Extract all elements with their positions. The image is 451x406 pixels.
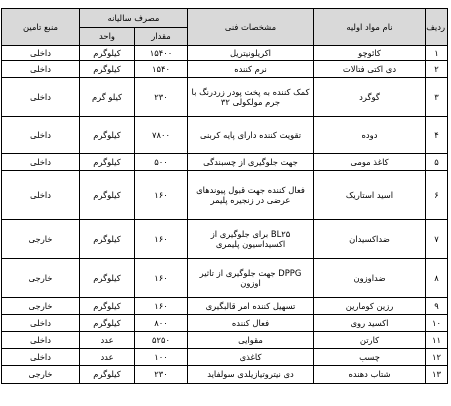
header-unit: واحد — [80, 28, 135, 46]
technical-spec: نرم کننده — [188, 61, 314, 78]
technical-spec: کمک کننده به پخت پودر زردرنگ با جرم مولکولی ۳۲ — [188, 78, 314, 117]
row-number: ۱۱ — [426, 332, 448, 349]
material-name: شتاب دهنده — [314, 366, 426, 384]
amount: ۱۰۰ — [135, 349, 188, 366]
unit: کیلوگرم — [80, 171, 135, 220]
material-name: اسید استاریک — [314, 171, 426, 220]
row-number: ۲ — [426, 61, 448, 78]
header-row-number: ردیف — [426, 9, 448, 46]
unit: عدد — [80, 332, 135, 349]
table-row — [2, 154, 448, 171]
amount: ۲۳۰ — [135, 366, 188, 384]
technical-spec: تسهیل کننده امر قالبگیری — [188, 298, 314, 315]
table-row — [2, 366, 448, 384]
row-number: ۵ — [426, 154, 448, 171]
supply-source: خارجی — [2, 366, 80, 384]
material-name: گوگرد — [314, 78, 426, 117]
supply-source: خارجی — [2, 220, 80, 259]
technical-spec: جهت جلوگیری از چسبندگی — [188, 154, 314, 171]
table-row — [2, 117, 448, 154]
technical-spec: کاغذی — [188, 349, 314, 366]
amount: ۱۶۰ — [135, 171, 188, 220]
row-number: ۱۰ — [426, 315, 448, 332]
supply-source: داخلی — [2, 61, 80, 78]
supply-source: خارجی — [2, 298, 80, 315]
table-row — [2, 298, 448, 315]
unit: کیلوگرم — [80, 298, 135, 315]
row-number: ۳ — [426, 78, 448, 117]
raw-materials-table — [1, 8, 448, 384]
material-name: اکسید روی — [314, 315, 426, 332]
supply-source: داخلی — [2, 332, 80, 349]
row-number: ۹ — [426, 298, 448, 315]
header-annual-consumption: مصرف سالیانه — [80, 9, 188, 28]
header-material-name: نام مواد اولیه — [314, 9, 426, 46]
supply-source: داخلی — [2, 171, 80, 220]
unit: کیلوگرم — [80, 366, 135, 384]
unit: کیلوگرم — [80, 46, 135, 61]
header-supply-source: منبع تامین — [2, 9, 80, 46]
header-amount: مقدار — [135, 28, 188, 46]
row-number: ۱۲ — [426, 349, 448, 366]
table-row — [2, 332, 448, 349]
supply-source: داخلی — [2, 46, 80, 61]
unit: کیلوگرم — [80, 259, 135, 298]
row-number: ۸ — [426, 259, 448, 298]
row-number: ۱۳ — [426, 366, 448, 384]
unit: کیلوگرم — [80, 220, 135, 259]
amount: ۱۶۰ — [135, 259, 188, 298]
table-row — [2, 220, 448, 259]
table-row — [2, 61, 448, 78]
row-number: ۱ — [426, 46, 448, 61]
amount: ۱۶۰ — [135, 220, 188, 259]
unit: عدد — [80, 349, 135, 366]
supply-source: داخلی — [2, 78, 80, 117]
technical-spec: BL۲۵ برای جلوگیری از اکسیداسیون پلیمری — [188, 220, 314, 259]
row-number: ۷ — [426, 220, 448, 259]
row-number: ۴ — [426, 117, 448, 154]
amount: ۱۵۴۰ — [135, 61, 188, 78]
amount: ۱۶۰ — [135, 298, 188, 315]
supply-source: داخلی — [2, 315, 80, 332]
header-technical-spec: مشخصات فنی — [188, 9, 314, 46]
amount: ۷۸۰۰ — [135, 117, 188, 154]
amount: ۵۰۰ — [135, 154, 188, 171]
amount: ۱۵۴۰۰ — [135, 46, 188, 61]
unit: کیلوگرم — [80, 315, 135, 332]
technical-spec: اکریلونیتریل — [188, 46, 314, 61]
amount: ۲۳۰ — [135, 78, 188, 117]
material-name: کائوچو — [314, 46, 426, 61]
table-row — [2, 315, 448, 332]
technical-spec: تقویت کننده دارای پایه کربنی — [188, 117, 314, 154]
row-number: ۶ — [426, 171, 448, 220]
technical-spec: فعال کننده جهت قبول پیوندهای عرضی در زنجیره پلیمر — [188, 171, 314, 220]
amount: ۸۰۰ — [135, 315, 188, 332]
material-name: کاغذ مومی — [314, 154, 426, 171]
material-name: دی اکتی فتالات — [314, 61, 426, 78]
technical-spec: مقوایی — [188, 332, 314, 349]
table-row — [2, 46, 448, 61]
technical-spec: دی نیتروتیازیلدی سولفاید — [188, 366, 314, 384]
material-name: ضداوزون — [314, 259, 426, 298]
unit: کیلوگرم — [80, 61, 135, 78]
supply-source: داخلی — [2, 154, 80, 171]
material-name: کارتن — [314, 332, 426, 349]
amount: ۵۲۵۰ — [135, 332, 188, 349]
supply-source: خارجی — [2, 259, 80, 298]
table-row — [2, 259, 448, 298]
unit: کیلو گرم — [80, 78, 135, 117]
unit: کیلوگرم — [80, 117, 135, 154]
unit: کیلوگرم — [80, 154, 135, 171]
material-name: دوده — [314, 117, 426, 154]
table-row — [2, 349, 448, 366]
table-row — [2, 78, 448, 117]
material-name: چسب — [314, 349, 426, 366]
material-name: رزین کومارین — [314, 298, 426, 315]
technical-spec: DPPG جهت جلوگیری از تاثیر اوزون — [188, 259, 314, 298]
supply-source: داخلی — [2, 117, 80, 154]
material-name: ضداکسیدان — [314, 220, 426, 259]
supply-source: داخلی — [2, 349, 80, 366]
table-row — [2, 171, 448, 220]
technical-spec: فعال کننده — [188, 315, 314, 332]
